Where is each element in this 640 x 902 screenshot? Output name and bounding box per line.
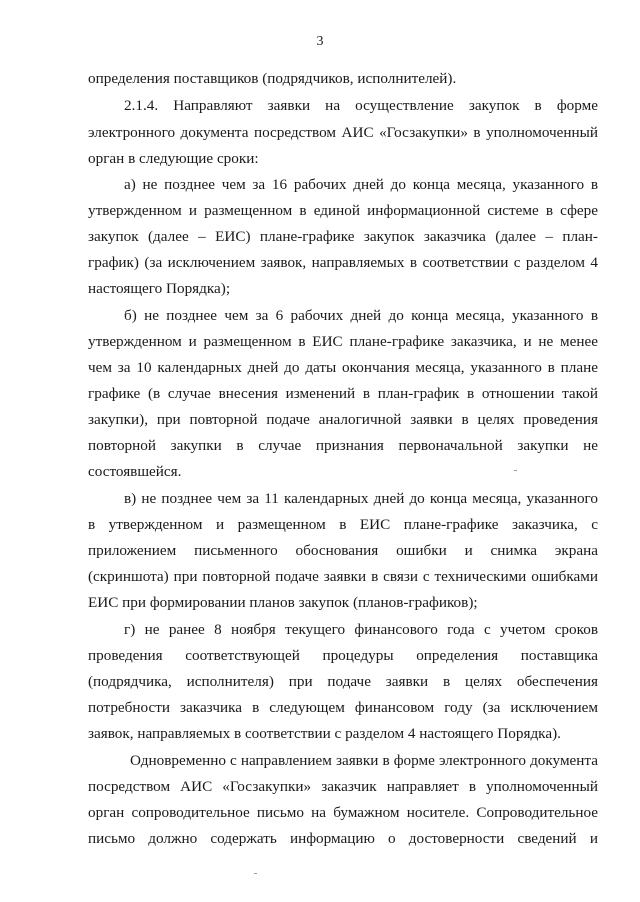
text-line: ЕИС при формировании планов закупок (планов-графиков);: [88, 594, 478, 611]
text-line: закупки), при повторной подаче аналогичной заявки в целях проведения: [88, 411, 598, 428]
text-line: настоящего Порядка);: [88, 280, 231, 297]
text-line: посредством АИС «Госзакупки» заказчик направляет в уполномоченный: [88, 778, 598, 795]
text-line: а) не позднее чем за 16 рабочих дней до конца месяца, указанного в: [124, 176, 598, 193]
text-line: 2.1.4. Направляют заявки на осуществление закупок в форме: [124, 97, 598, 114]
text-line: графике (в случае внесения изменений в план-график в отношении такой: [88, 385, 598, 402]
text-line: в утвержденном и размещенном в ЕИС плане-графике заказчика, с: [88, 516, 598, 533]
text-line: проведения соответствующей процедуры определения поставщика: [88, 647, 598, 664]
scan-speck: [514, 470, 517, 471]
text-line: определения поставщиков (подрядчиков, исполнителей).: [88, 70, 457, 87]
text-line: орган в следующие сроки:: [88, 150, 259, 167]
text-line: в) не позднее чем за 11 календарных дней до конца месяца, указанного: [124, 490, 598, 507]
text-line: письмо должно содержать информацию о достоверности сведений и: [88, 830, 598, 847]
text-line: г) не ранее 8 ноября текущего финансового года с учетом сроков: [124, 621, 598, 638]
text-line: электронного документа посредством АИС «Госзакупки» в уполномоченный: [88, 124, 598, 141]
text-line: график) (за исключением заявок, направляемых в соответствии с разделом 4: [88, 254, 598, 271]
text-line: б) не позднее чем за 6 рабочих дней до конца месяца, указанного в: [124, 307, 598, 324]
text-line: утвержденном и размещенном в единой информационной системе в сфере: [88, 202, 598, 219]
text-line: утвержденном и размещенном в ЕИС плане-графике заказчика, и не менее: [88, 333, 598, 350]
text-line: состоявшейся.: [88, 463, 182, 480]
text-line: (скриншота) при повторной подаче заявки в связи с техническими ошибками: [88, 568, 598, 585]
text-line: Одновременно с направлением заявки в форме электронного документа: [130, 752, 598, 769]
text-line: приложением письменного обоснования ошибки и снимка экрана: [88, 542, 598, 559]
scan-speck: [254, 873, 257, 874]
text-line: закупок (далее – ЕИС) плане-графике закупок заказчика (далее – план-: [88, 228, 598, 245]
text-line: чем за 10 календарных дней до даты окончания месяца, указанного в плане: [88, 359, 598, 376]
text-line: орган сопроводительное письмо на бумажном носителе. Сопроводительное: [88, 804, 598, 821]
text-line: заявок, направляемых в соответствии с разделом 4 настоящего Порядка).: [88, 725, 561, 742]
text-line: (подрядчика, исполнителя) при подаче заявки в целях обеспечения: [88, 673, 598, 690]
text-line: повторной закупки в случае признания первоначальной закупки не: [88, 437, 598, 454]
text-line: потребности заказчика в следующем финансовом году (за исключением: [88, 699, 598, 716]
page-number: 3: [316, 34, 324, 49]
